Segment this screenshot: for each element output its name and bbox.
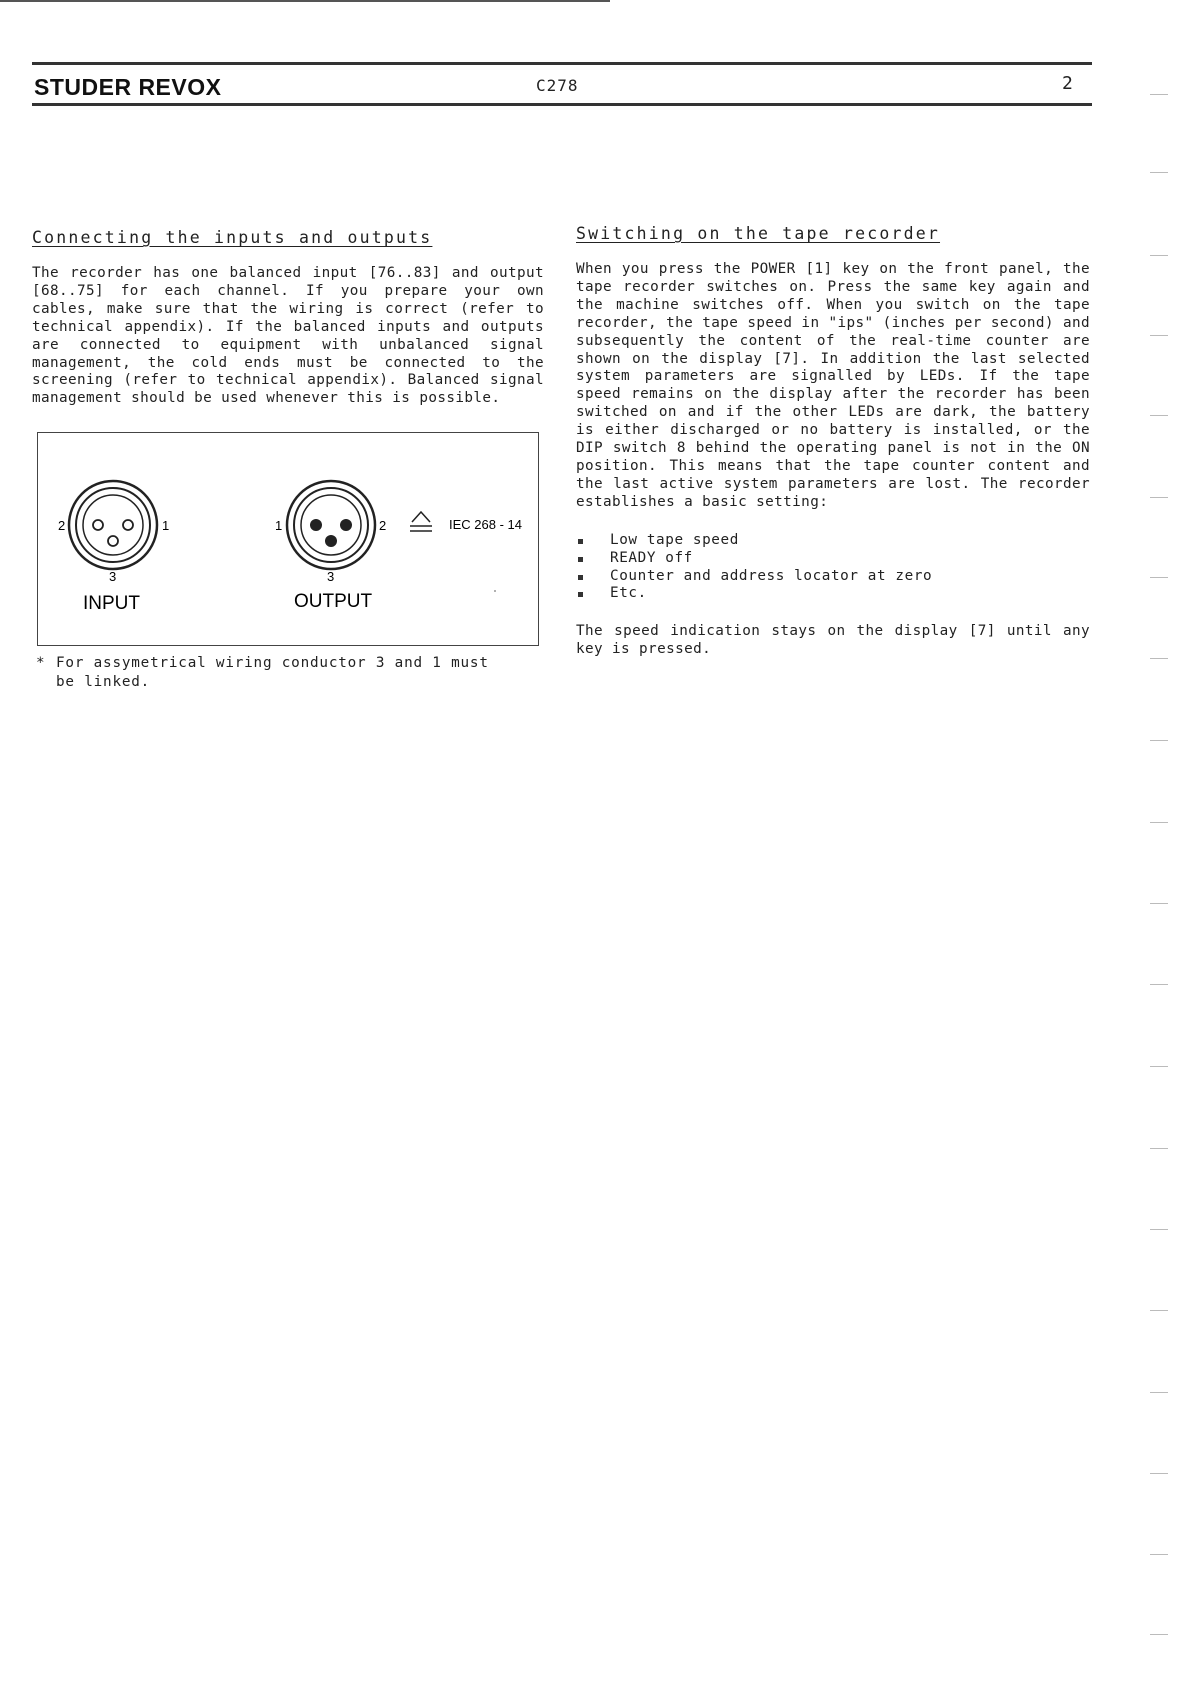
input-pin-1 <box>123 520 133 530</box>
input-pin-label-bottom: 3 <box>109 569 117 584</box>
list-item: Counter and address locator at zero <box>576 568 1090 586</box>
margin-mark <box>1150 1634 1168 1635</box>
margin-mark <box>1150 1229 1168 1230</box>
output-pin-3 <box>325 535 337 547</box>
margin-mark <box>1150 1554 1168 1555</box>
margin-mark <box>1150 1473 1168 1474</box>
margin-mark <box>1150 1066 1168 1067</box>
margin-mark <box>1150 822 1168 823</box>
xlr-connectors-svg <box>38 433 540 647</box>
header-bottom-rule <box>32 103 1092 106</box>
margin-mark <box>1150 1148 1168 1149</box>
list-item: READY off <box>576 550 1090 568</box>
brand-logo: STUDER REVOX <box>34 74 222 100</box>
page-number: 2 <box>1062 73 1073 94</box>
basic-setting-list <box>576 532 1090 604</box>
input-label: INPUT <box>83 593 140 614</box>
margin-mark <box>1150 255 1168 256</box>
input-pin-label-left: 2 <box>58 518 66 533</box>
list-item: Etc. <box>576 585 1090 603</box>
input-pin-2 <box>93 520 103 530</box>
document-code: C278 <box>536 76 579 95</box>
margin-mark <box>1150 1392 1168 1393</box>
margin-mark <box>1150 94 1168 95</box>
section-heading-connecting: Connecting the inputs and outputs <box>32 228 433 247</box>
closing-paragraph: The speed indication stays on the display [7] until any key is pressed. <box>576 623 1090 658</box>
footnote-line-1: For assymetrical wiring conductor 3 and 1 must <box>56 655 489 671</box>
output-connector <box>275 481 386 612</box>
footnote-marker: * <box>36 655 46 671</box>
switching-paragraph: When you press the POWER [1] key on the front panel, the tape recorder switches on. Press the same key again and the machine switches off. When you switch on the tape recorder, the tape speed in "ips" (inches per second) and subsequently the content of the real-time counter are shown on the display [7]. In addition the last selected system parameters are signalled by LEDs. If the tape speed remains on the display after the recorder has been switched on and if the other LEDs are dark, the battery is either discharged or no battery is installed, or the DIP switch 8 behind the operating panel is not in the ON position. This means that the tape counter content and the last active system parameters are lost. The recorder establishes a basic setting: <box>576 261 1090 510</box>
scan-edge-line <box>0 0 610 2</box>
margin-mark <box>1150 577 1168 578</box>
list-item: Low tape speed <box>576 532 1090 550</box>
connector-diagram <box>37 432 539 646</box>
header-top-rule <box>32 62 1092 65</box>
iec-standard-label: IEC 268 - 14 <box>449 517 522 532</box>
wiring-footnote <box>36 654 548 692</box>
output-pin-label-right: 2 <box>379 518 387 533</box>
output-pin-1 <box>310 519 322 531</box>
footnote-line-2: be linked. <box>56 674 151 690</box>
output-pin-label-left: 1 <box>275 518 283 533</box>
margin-mark <box>1150 658 1168 659</box>
scan-speck <box>494 590 496 592</box>
corresponds-symbol <box>410 512 432 531</box>
margin-mark <box>1150 1310 1168 1311</box>
margin-mark <box>1150 903 1168 904</box>
margin-mark <box>1150 740 1168 741</box>
margin-mark <box>1150 415 1168 416</box>
left-column <box>32 228 544 408</box>
input-pin-label-right: 1 <box>162 518 170 533</box>
section-heading-switching: Switching on the tape recorder <box>576 224 941 243</box>
output-label: OUTPUT <box>294 591 373 612</box>
right-column <box>576 224 1090 659</box>
margin-mark <box>1150 497 1168 498</box>
input-connector <box>58 481 169 614</box>
connecting-paragraph: The recorder has one balanced input [76..83] and output [68..75] for each channel. If you prepare your own cables, make sure that the wiring is correct (refer to technical appendix). If the balanced inputs and outputs are connected to equipment with unbalanced signal management, the cold ends must be connected to the screening (refer to technical appendix). Balanced signal management should be used whenever this is possible. <box>32 265 544 407</box>
margin-mark <box>1150 172 1168 173</box>
margin-mark <box>1150 984 1168 985</box>
output-pin-label-bottom: 3 <box>327 569 335 584</box>
output-pin-2 <box>340 519 352 531</box>
input-pin-3 <box>108 536 118 546</box>
margin-mark <box>1150 335 1168 336</box>
